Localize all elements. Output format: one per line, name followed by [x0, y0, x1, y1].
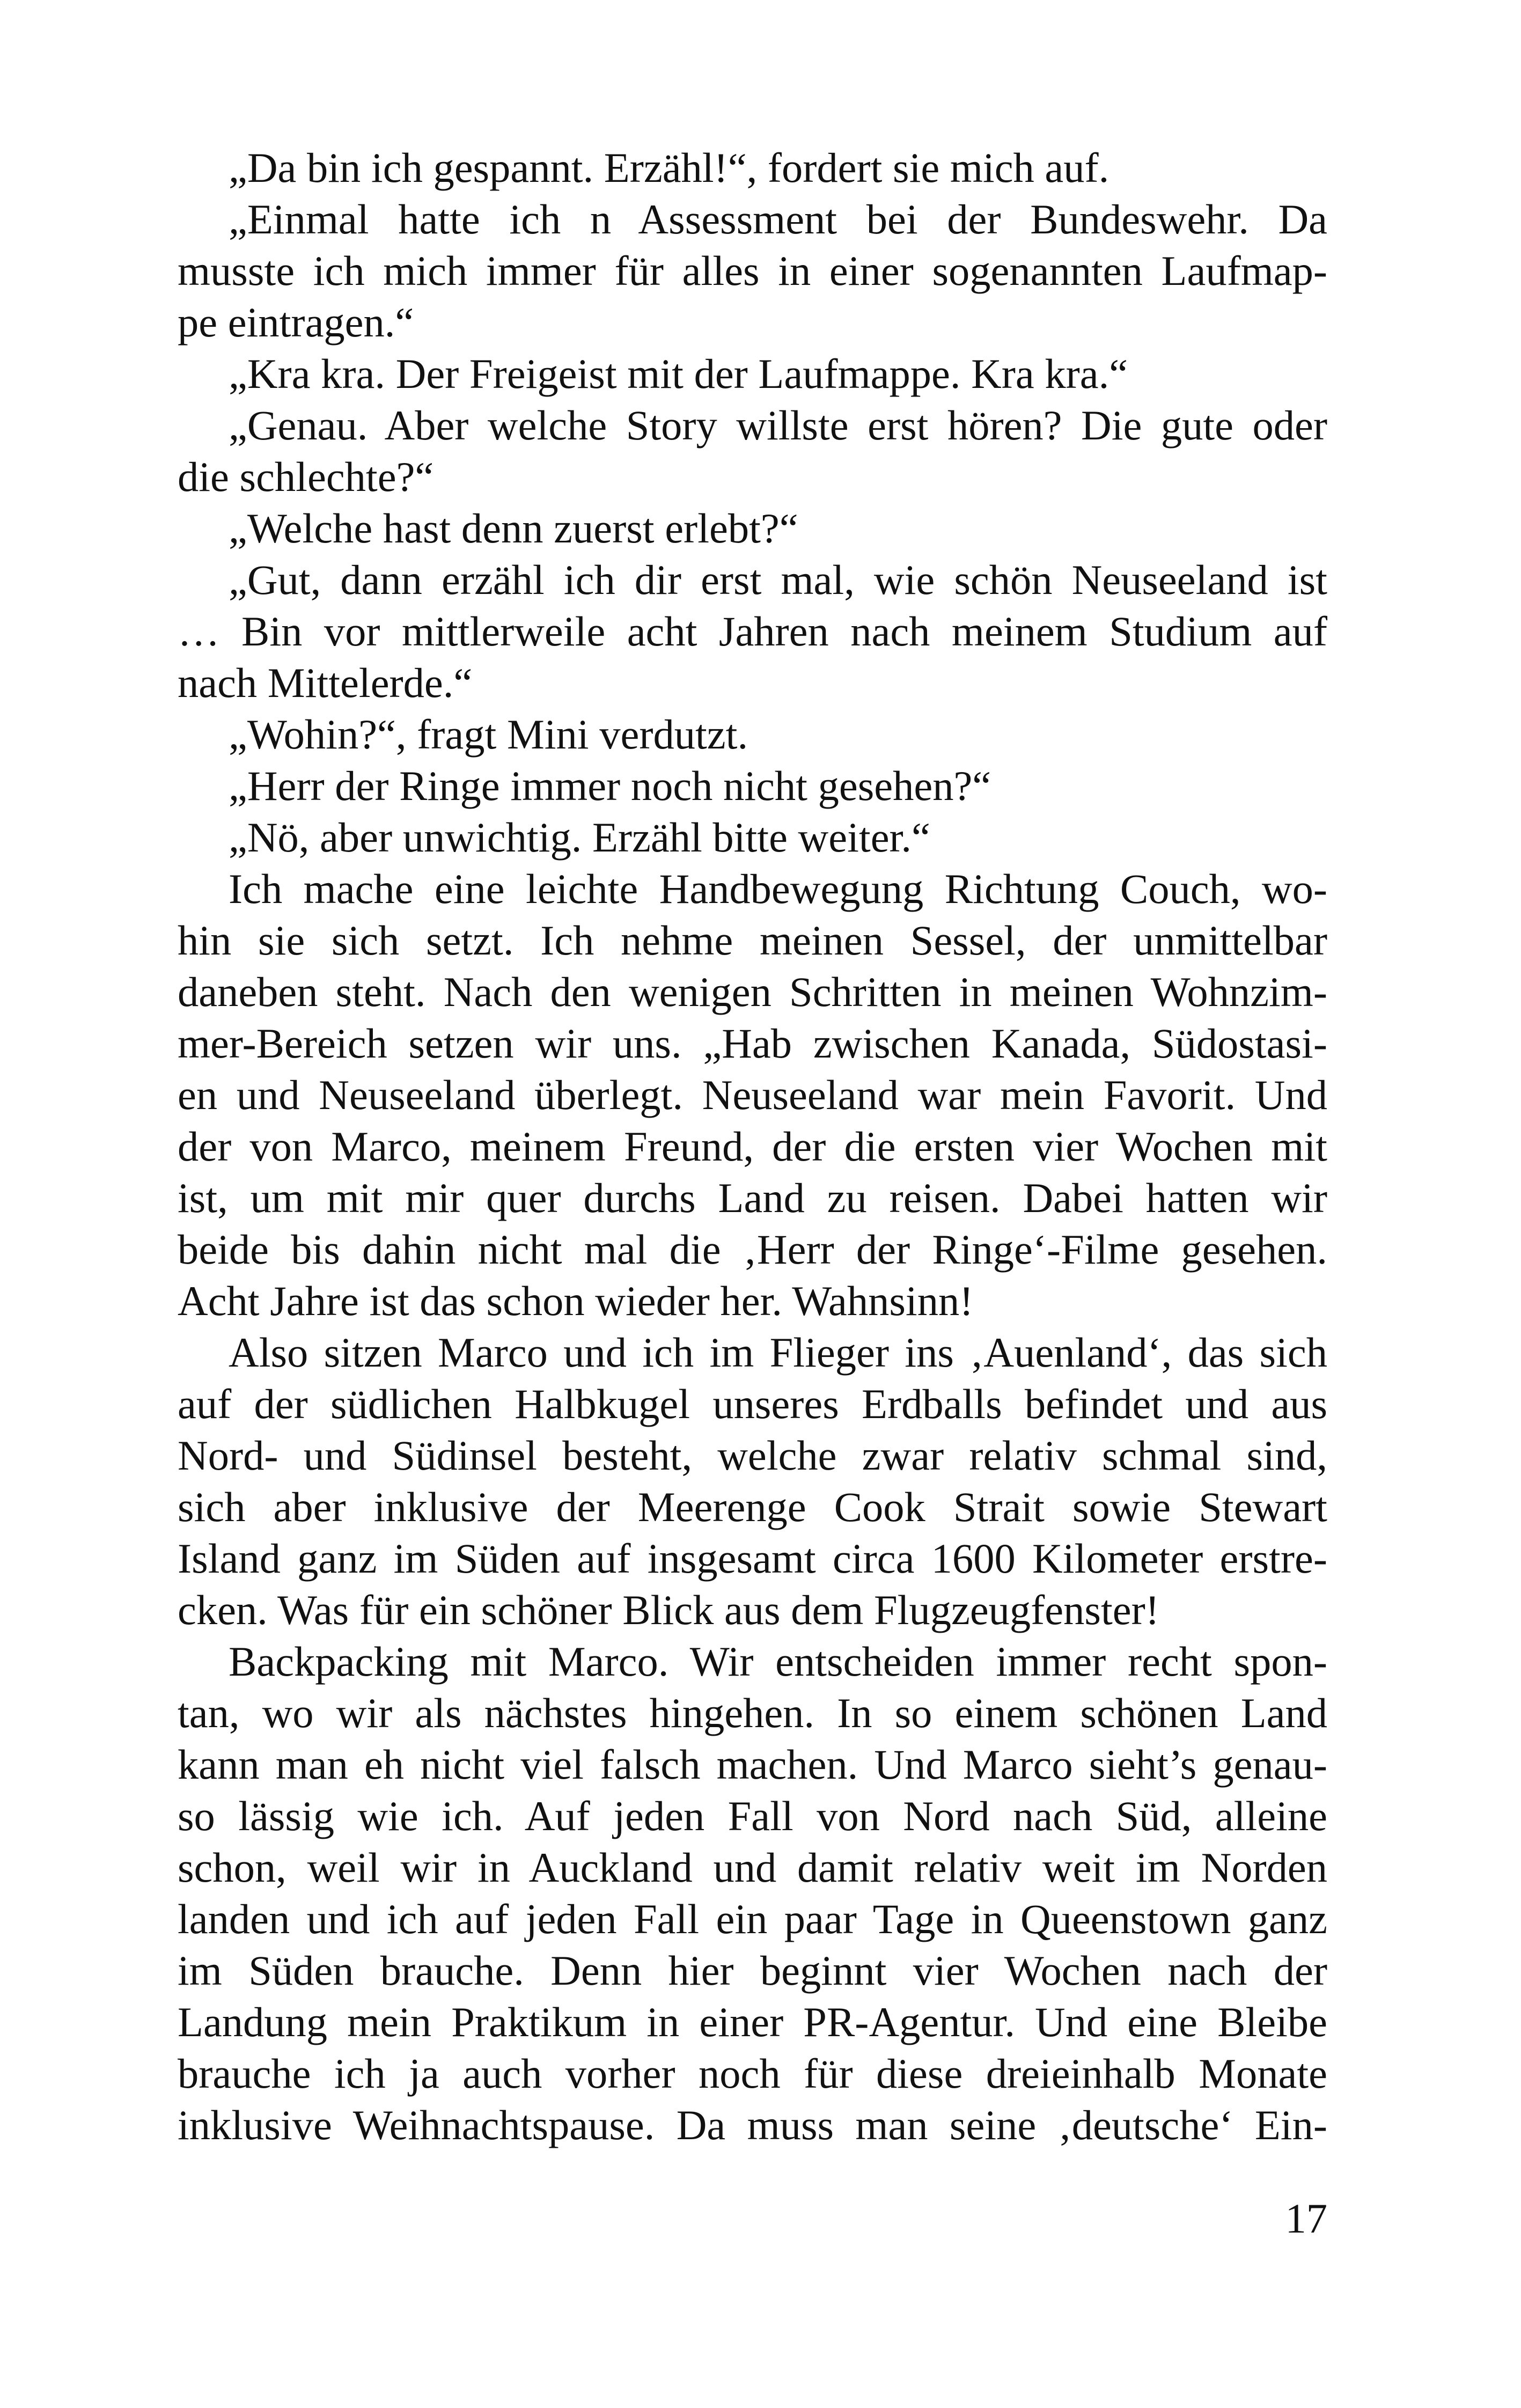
text-line: kann man eh nicht viel falsch machen. Und Marco sieht’s genau-: [178, 1741, 1327, 1788]
text-line: Backpacking mit Marco. Wir entscheiden immer recht spon-: [229, 1638, 1327, 1685]
text-line: inklusive Weihnachtspause. Da muss man seine ‚deutsche‘ Ein-: [178, 2102, 1327, 2148]
text-line: der von Marco, meinem Freund, der die ersten vier Wochen mit: [178, 1123, 1327, 1170]
text-line: nach Mittelerde.“: [178, 659, 473, 706]
text-line: „Nö, aber unwichtig. Erzähl bitte weiter.“: [229, 814, 930, 861]
text-line: „Welche hast denn zuerst erlebt?“: [229, 505, 798, 552]
text-line: pe eintragen.“: [178, 299, 414, 346]
text-line: schon, weil wir in Auckland und damit relativ weit im Norden: [178, 1844, 1327, 1891]
text-line: ist, um mit mir quer durchs Land zu reisen. Dabei hatten wir: [178, 1174, 1327, 1221]
text-line: en und Neuseeland überlegt. Neuseeland war mein Favorit. Und: [178, 1071, 1327, 1118]
text-line: „Kra kra. Der Freigeist mit der Laufmappe. Kra kra.“: [229, 350, 1128, 397]
text-line: … Bin vor mittlerweile acht Jahren nach meinem Studium auf: [178, 608, 1327, 655]
text-line: brauche ich ja auch vorher noch für diese dreieinhalb Monate: [178, 2050, 1327, 2097]
text-line: Acht Jahre ist das schon wieder her. Wahnsinn!: [178, 1278, 974, 1324]
text-line: Nord- und Südinsel besteht, welche zwar relativ schmal sind,: [178, 1432, 1327, 1479]
page-number: 17: [1285, 2195, 1327, 2242]
text-line: Landung mein Praktikum in einer PR-Agentur. Und eine Bleibe: [178, 1999, 1327, 2045]
text-line: sich aber inklusive der Meerenge Cook Strait sowie Stewart: [178, 1484, 1327, 1530]
text-line: „Genau. Aber welche Story willste erst hören? Die gute oder: [229, 402, 1327, 449]
text-line: mer-Bereich setzen wir uns. „Hab zwischen Kanada, Südostasi-: [178, 1020, 1327, 1067]
text-line: im Süden brauche. Denn hier beginnt vier Wochen nach der: [178, 1947, 1327, 1994]
text-line: die schlechte?“: [178, 453, 434, 500]
text-line: tan, wo wir als nächstes hingehen. In so einem schönen Land: [178, 1690, 1327, 1736]
text-line: beide bis dahin nicht mal die ‚Herr der Ringe‘-Filme gesehen.: [178, 1226, 1327, 1273]
text-line: so lässig wie ich. Auf jeden Fall von Nord nach Süd, alleine: [178, 1793, 1327, 1839]
text-line: „Wohin?“, fragt Mini verdutzt.: [229, 711, 748, 758]
text-line: Also sitzen Marco und ich im Flieger ins ‚Auenland‘, das sich: [229, 1329, 1327, 1376]
text-line: cken. Was für ein schöner Blick aus dem Flugzeugfenster!: [178, 1587, 1159, 1633]
text-line: „Gut, dann erzähl ich dir erst mal, wie schön Neuseeland ist: [229, 556, 1327, 603]
text-line: Ich mache eine leichte Handbewegung Richtung Couch, wo-: [229, 865, 1327, 912]
text-line: Island ganz im Süden auf insgesamt circa 1600 Kilometer erstre-: [178, 1535, 1327, 1582]
text-line: daneben steht. Nach den wenigen Schritten in meinen Wohnzim-: [178, 968, 1327, 1015]
text-line: auf der südlichen Halbkugel unseres Erdballs befindet und aus: [178, 1381, 1327, 1427]
text-line: hin sie sich setzt. Ich nehme meinen Sessel, der unmittelbar: [178, 917, 1327, 964]
text-line: „Herr der Ringe immer noch nicht gesehen?“: [229, 762, 991, 809]
text-line: „Einmal hatte ich n Assessment bei der Bundeswehr. Da: [229, 196, 1327, 243]
text-line: „Da bin ich gespannt. Erzähl!“, fordert sie mich auf.: [229, 144, 1109, 191]
body-text: [178, 142, 1327, 2151]
text-line: landen und ich auf jeden Fall ein paar Tage in Queenstown ganz: [178, 1896, 1327, 1942]
text-line: musste ich mich immer für alles in einer sogenannten Laufmap-: [178, 247, 1327, 294]
